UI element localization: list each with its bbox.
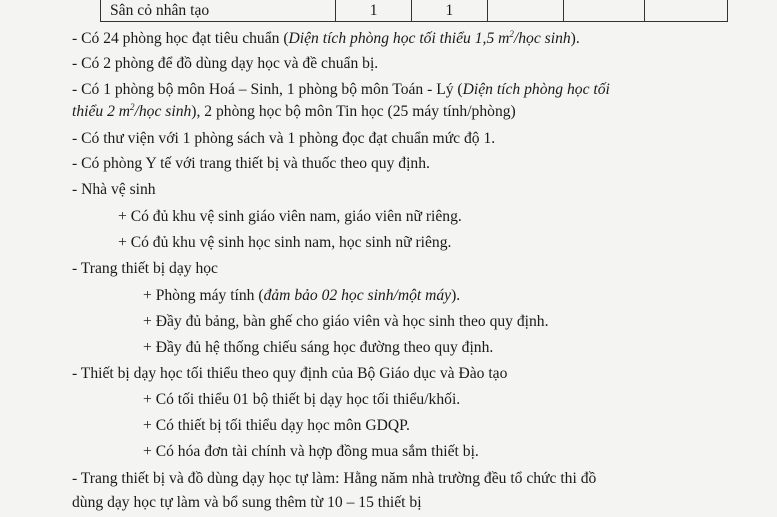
- text-span-italic: [289, 30, 571, 47]
- text-span: ).: [570, 30, 580, 47]
- text-span: + Phòng máy tính (: [143, 287, 264, 304]
- text-span: /học sinh: [513, 30, 571, 47]
- text-span: /học sinh: [134, 103, 192, 120]
- text-line-equipment-per-grade: + Có tối thiểu 01 bộ thiết bị dạy học tối thiểu/khối.: [143, 391, 461, 408]
- text-line-restrooms-students: + Có đủ khu vệ sinh học sinh nam, học sinh nữ riêng.: [118, 234, 452, 251]
- text-span-italic: Diện tích phòng học tối: [462, 81, 610, 98]
- text-line-classrooms: [72, 29, 580, 49]
- text-span: ), 2 phòng học bộ môn Tin học (25 máy tính/phòng): [191, 103, 516, 120]
- text-line-gdqp-equipment: + Có thiết bị tối thiểu dạy học môn GDQP.: [143, 417, 410, 434]
- table-cell: [488, 0, 564, 21]
- text-line-computer-room: [143, 286, 460, 306]
- text-span: - Có 24 phòng học đạt tiêu chuẩn (: [72, 30, 289, 47]
- superscript: 2: [130, 102, 135, 112]
- text-line-minimum-equipment: - Thiết bị dạy học tối thiểu theo quy định của Bộ Giáo dục và Đào tạo: [72, 365, 508, 382]
- text-line-library: - Có thư viện với 1 phòng sách và 1 phòng đọc đạt chuẩn mức độ 1.: [72, 130, 496, 147]
- text-line-furniture: + Đầy đủ bảng, bàn ghế cho giáo viên và học sinh theo quy định.: [143, 313, 549, 330]
- table-cell: 1: [412, 0, 488, 21]
- facility-table-row: [100, 0, 728, 22]
- text-span-italic: đảm bảo 02 học sinh/một máy: [263, 287, 452, 304]
- table-cell: [645, 0, 727, 21]
- text-span: Diện tích phòng học tối thiểu 1,5 m: [288, 30, 510, 47]
- text-line-restrooms-teachers: + Có đủ khu vệ sinh giáo viên nam, giáo viên nữ riêng.: [118, 208, 462, 225]
- table-cell: [564, 0, 646, 21]
- text-span: ).: [451, 287, 461, 304]
- superscript: 2: [509, 29, 514, 39]
- text-line-teaching-equipment: - Trang thiết bị dạy học: [72, 260, 218, 277]
- text-span: - Có 1 phòng bộ môn Hoá – Sinh, 1 phòng bộ môn Toán - Lý (: [72, 81, 463, 98]
- table-cell-label: Sân cỏ nhân tạo: [101, 0, 336, 21]
- text-line-invoices: + Có hóa đơn tài chính và hợp đồng mua sắm thiết bị.: [143, 443, 479, 460]
- text-span-italic: [72, 103, 191, 120]
- table-cell: 1: [336, 0, 412, 21]
- text-line-self-made-equipment: - Trang thiết bị và đồ dùng dạy học tự làm: Hằng năm nhà trường đều tổ chức thi đồ: [72, 470, 597, 487]
- text-line-storage-rooms: - Có 2 phòng để đồ dùng dạy học và đề chuẩn bị.: [72, 55, 379, 72]
- text-line-medical-room: - Có phòng Y tế với trang thiết bị và thuốc theo quy định.: [72, 155, 430, 172]
- text-line-subject-rooms-cont: [72, 102, 516, 122]
- text-line-restrooms: - Nhà vệ sinh: [72, 181, 156, 198]
- text-line-lighting: + Đầy đủ hệ thống chiếu sáng học đường theo quy định.: [143, 339, 494, 356]
- text-line-self-made-equipment-cont: dùng dạy học tự làm và bổ sung thêm từ 10 – 15 thiết bị: [72, 494, 422, 511]
- text-line-subject-rooms: [72, 80, 610, 100]
- text-span: thiểu 2 m: [72, 103, 131, 120]
